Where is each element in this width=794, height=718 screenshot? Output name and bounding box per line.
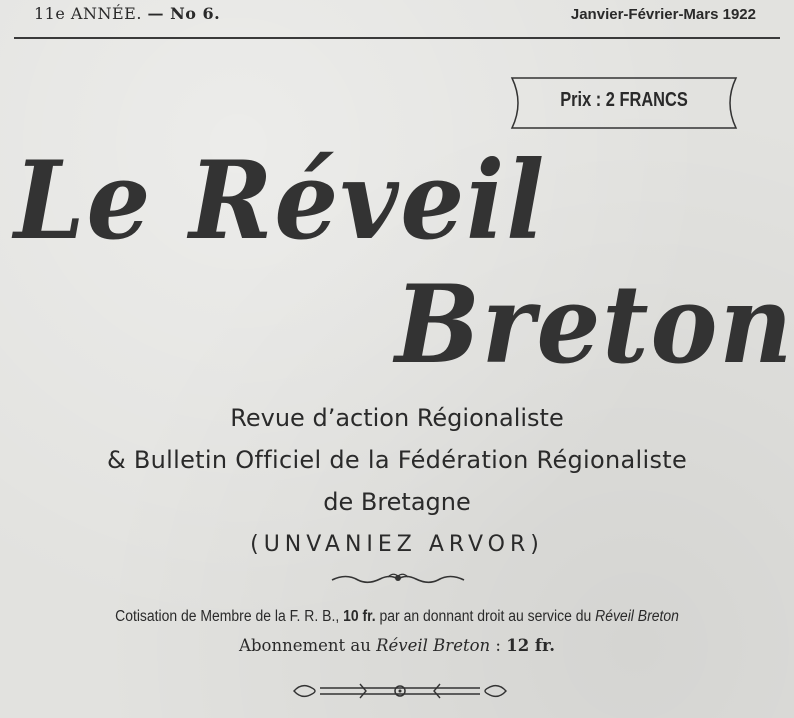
header-rule xyxy=(14,37,780,39)
fee-journal: Réveil Breton xyxy=(595,608,679,625)
issue-year: 11e ANNÉE. xyxy=(34,4,142,23)
subscription-sep: : xyxy=(490,636,507,655)
fee-prefix: Cotisation de Membre de la F. R. B., xyxy=(115,608,344,625)
subtitle-line3: de Bretagne xyxy=(323,488,471,516)
fee-middle: par an donnant droit au service du xyxy=(375,608,596,625)
flourish-ornament xyxy=(328,571,468,587)
scroll-ornament xyxy=(290,680,510,702)
subscription-journal: Réveil Breton xyxy=(376,636,491,655)
issue-number: — No 6. xyxy=(147,4,221,23)
subtitle-line4: (UNVANIEZ ARVOR) xyxy=(250,532,544,557)
fee-amount: 10 fr. xyxy=(343,608,376,625)
price-label: Prix : 2 FRANCS xyxy=(560,89,688,111)
subscription-prefix: Abonnement au xyxy=(239,636,377,655)
issue-info xyxy=(34,4,220,23)
price-box xyxy=(502,76,746,130)
subtitle-line1: Revue d’action Régionaliste xyxy=(230,404,564,432)
membership-fee xyxy=(40,608,755,626)
subscription-amount: 12 fr. xyxy=(506,636,555,655)
journal-title-line1: Le Réveil xyxy=(14,138,547,264)
subscription-price xyxy=(0,636,794,655)
subtitle-line2: & Bulletin Officiel de la Fédération Régionaliste xyxy=(106,446,688,474)
journal-title-line2: Breton xyxy=(395,262,794,388)
issue-date: Janvier-Février-Mars 1922 xyxy=(570,6,756,23)
